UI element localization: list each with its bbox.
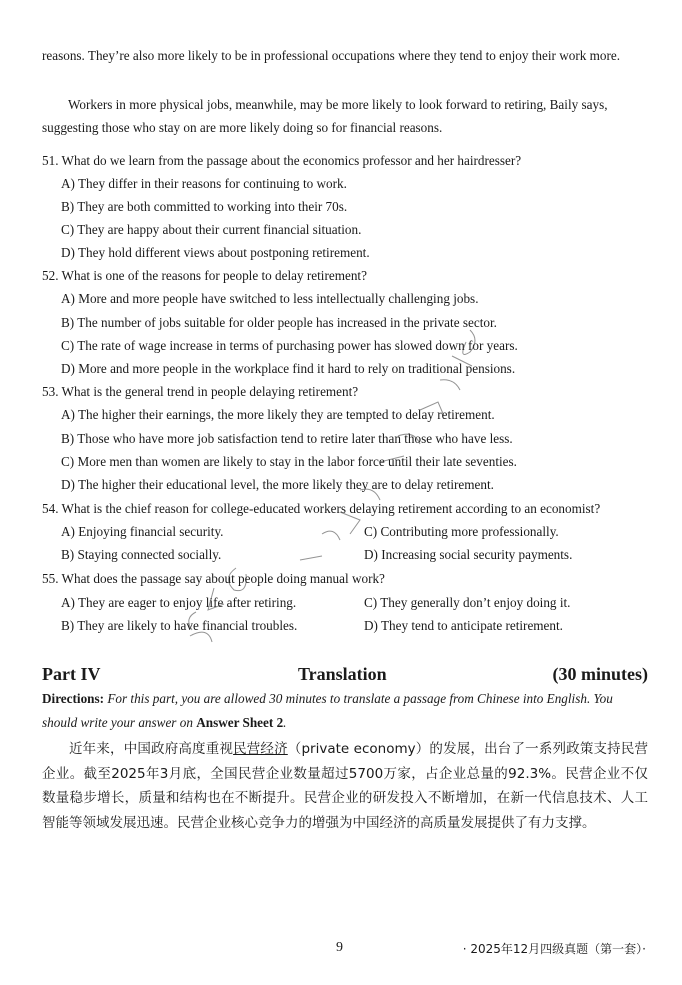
passage-paragraph-2: Workers in more physical jobs, meanwhile, may be more likely to look forward to retiring, Baily says, suggesting those who stay on are more likely doing so for financial reasons. <box>42 97 608 135</box>
question-55-option-a: A) They are eager to enjoy life after retiring. <box>61 595 297 610</box>
question-53-option-c: C) More men than women are likely to stay in the labor force until their late seventies. <box>61 454 517 469</box>
question-54-option-c: C) Contributing more professionally. <box>364 524 559 539</box>
answer-sheet-ref: Answer Sheet 2 <box>196 715 284 730</box>
question-52-stem: 52. What is one of the reasons for people to delay retirement? <box>42 268 367 283</box>
part-time: (30 minutes) <box>552 664 648 684</box>
question-53-option-d: D) The higher their educational level, the more likely they are to delay retirement. <box>61 477 494 492</box>
question-55-option-c: C) They generally don’t enjoy doing it. <box>364 595 571 610</box>
question-54-option-a: A) Enjoying financial security. <box>61 524 224 539</box>
directions <box>42 687 648 735</box>
exam-footer-label: · 2025年12月四级真题（第一套）· <box>462 942 646 956</box>
question-53-option-a: A) The higher their earnings, the more likely they are tempted to delay retirement. <box>61 407 495 422</box>
page-number: 9 <box>336 940 343 955</box>
question-54-stem: 54. What is the chief reason for college-educated workers delaying retirement according to an economist? <box>42 501 601 516</box>
question-53-option-b: B) Those who have more job satisfaction tend to retire later than those who have less. <box>61 431 513 446</box>
question-51-option-a: A) They differ in their reasons for continuing to work. <box>61 176 347 191</box>
question-55-option-d: D) They tend to anticipate retirement. <box>364 618 563 633</box>
part-title: Translation <box>298 664 387 684</box>
question-53-stem: 53. What is the general trend in people delaying retirement? <box>42 384 359 399</box>
question-55-option-b: B) They are likely to have financial troubles. <box>61 618 298 633</box>
directions-period: . <box>283 715 287 730</box>
question-52-option-c: C) The rate of wage increase in terms of purchasing power has slowed down for years. <box>61 338 518 353</box>
part-label: Part IV <box>42 664 101 684</box>
question-51-option-c: C) They are happy about their current financial situation. <box>61 222 362 237</box>
question-52-option-a: A) More and more people have switched to less intellectually challenging jobs. <box>61 291 479 306</box>
directions-text: For this part, you are allowed 30 minutes to translate a passage from Chinese into English. You should write your answer on <box>42 691 613 730</box>
question-51-option-b: B) They are both committed to working into their 70s. <box>61 199 348 214</box>
chinese-passage <box>42 737 648 835</box>
chinese-passage-part-2: （private economy）的发展，出台了一系列政策支持民营企业。截至2025年3月底，全国民营企业数量超过5700万家，占企业总量的92.3%。民营企业不仅数量稳步增长，质量和结构也在不断提升。民营企业的研发投入不断增加，在新一代信息技术、人工智能等领域发展迅速。民营企业核心竞争力的增强为中国经济的高质量发展提供了有力支撑。 <box>42 741 649 831</box>
question-54-option-d: D) Increasing social security payments. <box>364 547 573 562</box>
chinese-passage-part-1: 近年来，中国政府高度重视 <box>69 741 234 757</box>
directions-label: Directions: <box>42 691 105 706</box>
question-55-stem: 55. What does the passage say about people doing manual work? <box>42 571 385 586</box>
chinese-passage-term: 民营经济 <box>233 741 288 757</box>
passage-paragraph-1: reasons. They’re also more likely to be in professional occupations where they tend to enjoy their work more. <box>42 48 621 63</box>
question-54-option-b: B) Staying connected socially. <box>61 547 222 562</box>
question-52-option-b: B) The number of jobs suitable for older people has increased in the private sector. <box>61 315 497 330</box>
question-51-stem: 51. What do we learn from the passage about the economics professor and her hairdresser? <box>42 153 522 168</box>
question-52-option-d: D) More and more people in the workplace find it hard to rely on traditional pensions. <box>61 361 516 376</box>
question-51-option-d: D) They hold different views about postponing retirement. <box>61 245 370 260</box>
